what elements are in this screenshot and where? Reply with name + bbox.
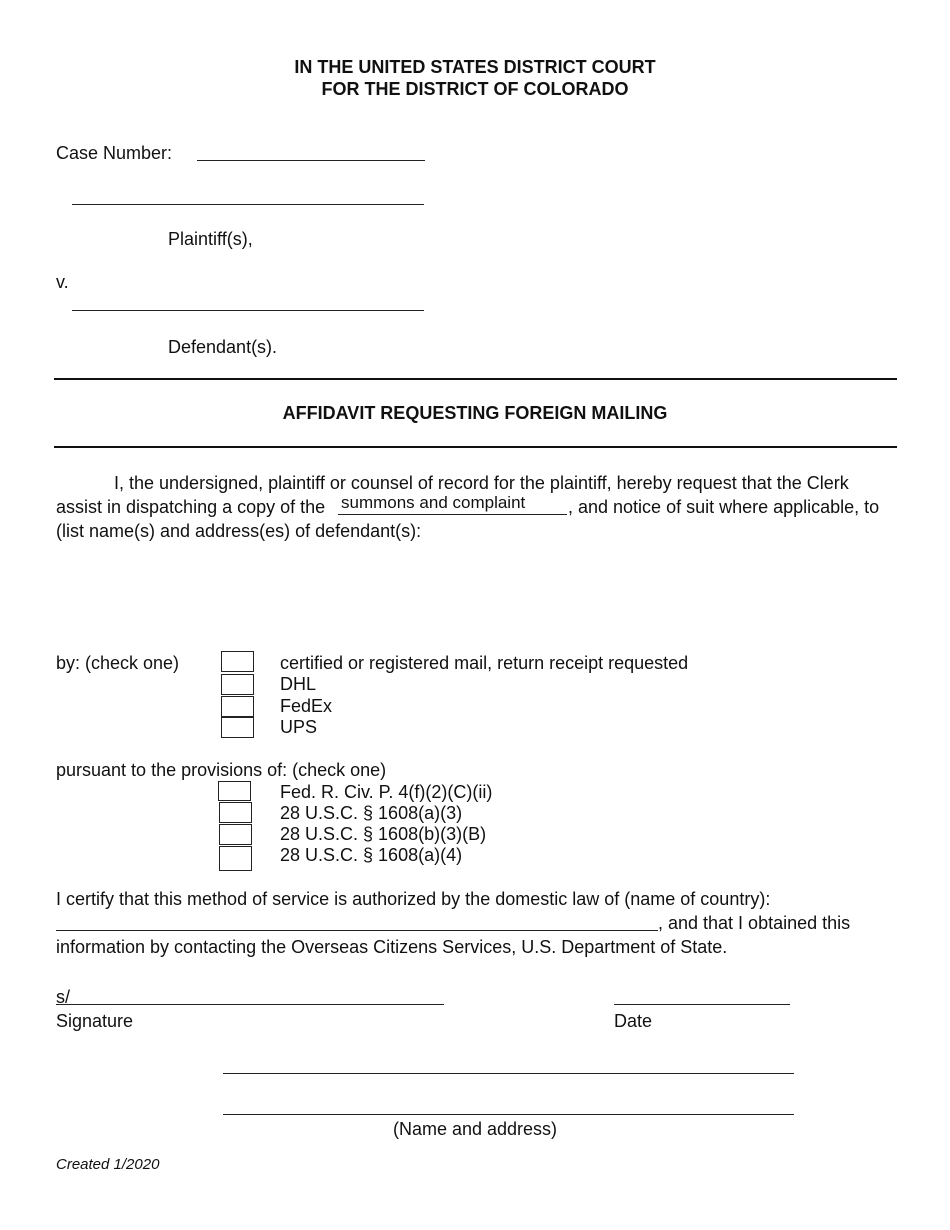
court-name-line1: IN THE UNITED STATES DISTRICT COURT (294, 57, 656, 77)
plaintiff-label: Plaintiff(s), (168, 229, 253, 249)
body-line1: I, the undersigned, plaintiff or counsel of record for the plaintiff, hereby request that the Clerk (114, 473, 849, 493)
case-number-field[interactable] (197, 160, 425, 161)
provision-checkbox-1608a4[interactable] (219, 846, 252, 871)
certify-line1: I certify that this method of service is authorized by the domestic law of (name of country): (56, 889, 771, 909)
name-address-field-line1[interactable] (223, 1073, 794, 1074)
court-name-line2: FOR THE DISTRICT OF COLORADO (321, 79, 629, 99)
mailing-checkbox-ups[interactable] (221, 717, 254, 738)
signature-field[interactable] (56, 1004, 444, 1005)
mailing-option-dhl: DHL (280, 674, 317, 694)
document-title: AFFIDAVIT REQUESTING FOREIGN MAILING (282, 403, 668, 423)
mailing-option-ups: UPS (280, 717, 318, 737)
versus-label: v. (56, 272, 69, 292)
body-line2-suffix: , and notice of suit where applicable, to (568, 497, 880, 517)
title-top-rule (54, 378, 897, 380)
name-address-field-line2[interactable] (223, 1114, 794, 1115)
defendant-name-field[interactable] (72, 310, 424, 311)
provision-checkbox-frcp[interactable] (218, 781, 251, 801)
title-bottom-rule (54, 446, 897, 448)
mailing-checkbox-certified[interactable] (221, 651, 254, 672)
created-date: Created 1/2020 (56, 1156, 160, 1173)
provision-option-1608a4: 28 U.S.C. § 1608(a)(4) (280, 845, 463, 865)
date-label: Date (614, 1011, 653, 1031)
signature-label: Signature (56, 1011, 134, 1031)
mailing-method-label: by: (check one) (56, 653, 180, 673)
name-address-label: (Name and address) (392, 1119, 558, 1139)
certify-line2-suffix: , and that I obtained this (658, 913, 851, 933)
body-line2-prefix: assist in dispatching a copy of the (56, 497, 326, 517)
mailing-option-certified: certified or registered mail, return receipt requested (280, 653, 689, 673)
provision-option-frcp: Fed. R. Civ. P. 4(f)(2)(C)(ii) (280, 782, 493, 802)
mailing-option-fedex: FedEx (280, 696, 333, 716)
provision-checkbox-1608a3[interactable] (219, 802, 252, 823)
provision-option-1608b3b: 28 U.S.C. § 1608(b)(3)(B) (280, 824, 487, 844)
defendant-label: Defendant(s). (168, 337, 278, 357)
provisions-label: pursuant to the provisions of: (check one) (56, 760, 387, 780)
country-name-field[interactable] (56, 930, 658, 931)
mailing-checkbox-fedex[interactable] (221, 696, 254, 717)
case-number-label: Case Number: (56, 143, 173, 163)
mailing-checkbox-dhl[interactable] (221, 674, 254, 695)
document-type-field-line (338, 514, 567, 515)
plaintiff-name-field[interactable] (72, 204, 424, 205)
signature-prefix: s/ (56, 987, 71, 1007)
document-type-field[interactable]: summons and complaint (341, 493, 526, 512)
certify-line3: information by contacting the Overseas Citizens Services, U.S. Department of State. (56, 937, 728, 957)
provision-option-1608a3: 28 U.S.C. § 1608(a)(3) (280, 803, 463, 823)
date-field[interactable] (614, 1004, 790, 1005)
body-line3: (list name(s) and address(es) of defendant(s): (56, 521, 422, 541)
provision-checkbox-1608b3b[interactable] (219, 824, 252, 845)
